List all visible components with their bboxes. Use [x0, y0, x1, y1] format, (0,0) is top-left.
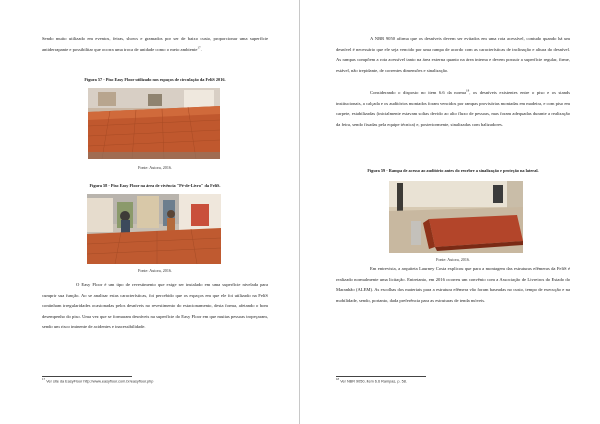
right-paragraph-1-text: A NBR 9050 afirma que os desníveis devem ser evitados em uma rota acessível, contudo quando há um desnível é necessário que ele seja vencido por uma rampa de acordo com as características de inclinação e altura do desnível. As rampas compõem a rota acessível tanto na área externa quanto na área interna e devem possuir a superfície regular, firme, estável, não trepidante, de correntes dimensões e sinalização. — [336, 36, 570, 73]
figure-57-photo — [88, 88, 220, 159]
footnote-17-number: 17 — [42, 377, 46, 381]
figure-59-source: Fonte: Autora, 2016. — [436, 257, 470, 262]
left-top-paragraph: Sendo muito utilizado em eventos, feiras, shows e gramados por ser de baixo custo, proporcionar uma superfície antiderrapante e possibilitar que ocorra uma troca de unidade como o meio ambiente$^{17}$. — [42, 36, 268, 52]
right-page — [300, 0, 600, 424]
auditorium-ramp-image — [389, 181, 523, 253]
right-paragraph-1 — [336, 34, 570, 76]
left-footnote-rule — [42, 376, 132, 377]
right-paragraph-2 — [336, 88, 570, 130]
figure-58-source-block — [42, 268, 268, 274]
pe-de-livro-area-image — [87, 194, 221, 264]
left-bottom-text: O Easy Floor é um tipo de revestimento que exige ser instalado em uma superfície nivelada para cumprir sua função. Ao se analisar estas características, foi percebido que os espaços em que ele foi utilizado na FeliS continham irregularidades ocasionadas pelos desníveis no revestimento do estacionamento, desta forma, afetando o bom desempenho do piso. Uma vez que se formaram desníveis na superfície do Easy Floor em que muitas pessoas tropeçaram, sendo um risco iminente de acidentes e inacessibilidade. — [42, 282, 268, 329]
figure-57-source-block — [42, 165, 268, 171]
right-footnote — [336, 379, 570, 384]
right-paragraph-3-text: Em entrevista, a arquiteta Laurney Costa explicou que para a montagem das estruturas efêmeras da FeliS é realizado normalmente uma licitação. Entretanto, em 2016 ocorreu um convênio com a Associação de Livreiros do Estado do Maranhão (ALEM). As escolhas dos materiais para a estrutura efêmera vão foram baseadas no custo, tempo de execução e na mobilidade, sendo, portanto, dada preferência para as estruturas de tenda móveis. — [336, 266, 570, 303]
figure-57-source: Fonte: Autora, 2016. — [138, 165, 172, 170]
figure-58-source: Fonte: Autora, 2016. — [138, 268, 172, 273]
easy-floor-corridor-image — [88, 88, 220, 159]
footnote-ref-18: 18 — [466, 88, 470, 93]
footnote-17-text: Ver site da EasyFloor http://www.easyfloor.com.br/easyfloor.php — [46, 379, 154, 384]
footnote-18-number: 18 — [336, 377, 340, 381]
left-bottom-paragraph — [42, 280, 268, 333]
footnote-18-text: Ver NBR 9050, item 6.6 Rampas, p. 58. — [340, 379, 407, 384]
figure-58-caption: Figura 58 - Piso Easy Floor na área de vivência "Pé-de-Livro" da FeliS. — [89, 183, 221, 188]
figure-57-caption: Figura 57 - Piso Easy Floor utilizado nos espaços de circulação da FeliS 2016. — [84, 77, 226, 82]
left-footnote — [42, 379, 268, 384]
right-paragraph-2-text-b: , os desníveis existentes entre o piso e os stands institucionais, a calçada e os auditórios montados foram vencidos por rampas provisórias montadas em madeira, e com piso em carpete, estabilizadas (inicialmente estavam soltas devido ao alto fluxo de pessoas, mas foram adequadas durante a realização da feira, sendo fixadas pela equipe técnica) e, posteriormente, sinalizadas com balizadores. — [336, 90, 570, 127]
figure-57-caption-block — [42, 77, 268, 83]
right-paragraph-2-text-a: Considerando o disposto no item 6.6 da norma — [370, 90, 467, 95]
right-paragraph-3 — [336, 264, 570, 306]
figure-59-photo — [389, 181, 523, 253]
figure-58-photo — [87, 194, 221, 264]
figure-59-caption: Figura 59 - Rampa de acesso ao auditório antes do reorbre a sinalização e proteção na lateral. — [367, 168, 539, 173]
figure-59-source-block — [336, 257, 570, 263]
right-footnote-rule — [336, 376, 426, 377]
figure-59-caption-block — [336, 168, 570, 174]
footnote-ref-17: 17 — [197, 44, 201, 49]
left-top-text: Sendo muito utilizado em eventos, feiras, shows e gramados por ser de baixo custo, proporcionar uma superfície antiderrapante e possibilitar que ocorra uma troca de unidade como o meio ambiente — [42, 36, 268, 52]
figure-58-caption-block — [42, 183, 268, 189]
